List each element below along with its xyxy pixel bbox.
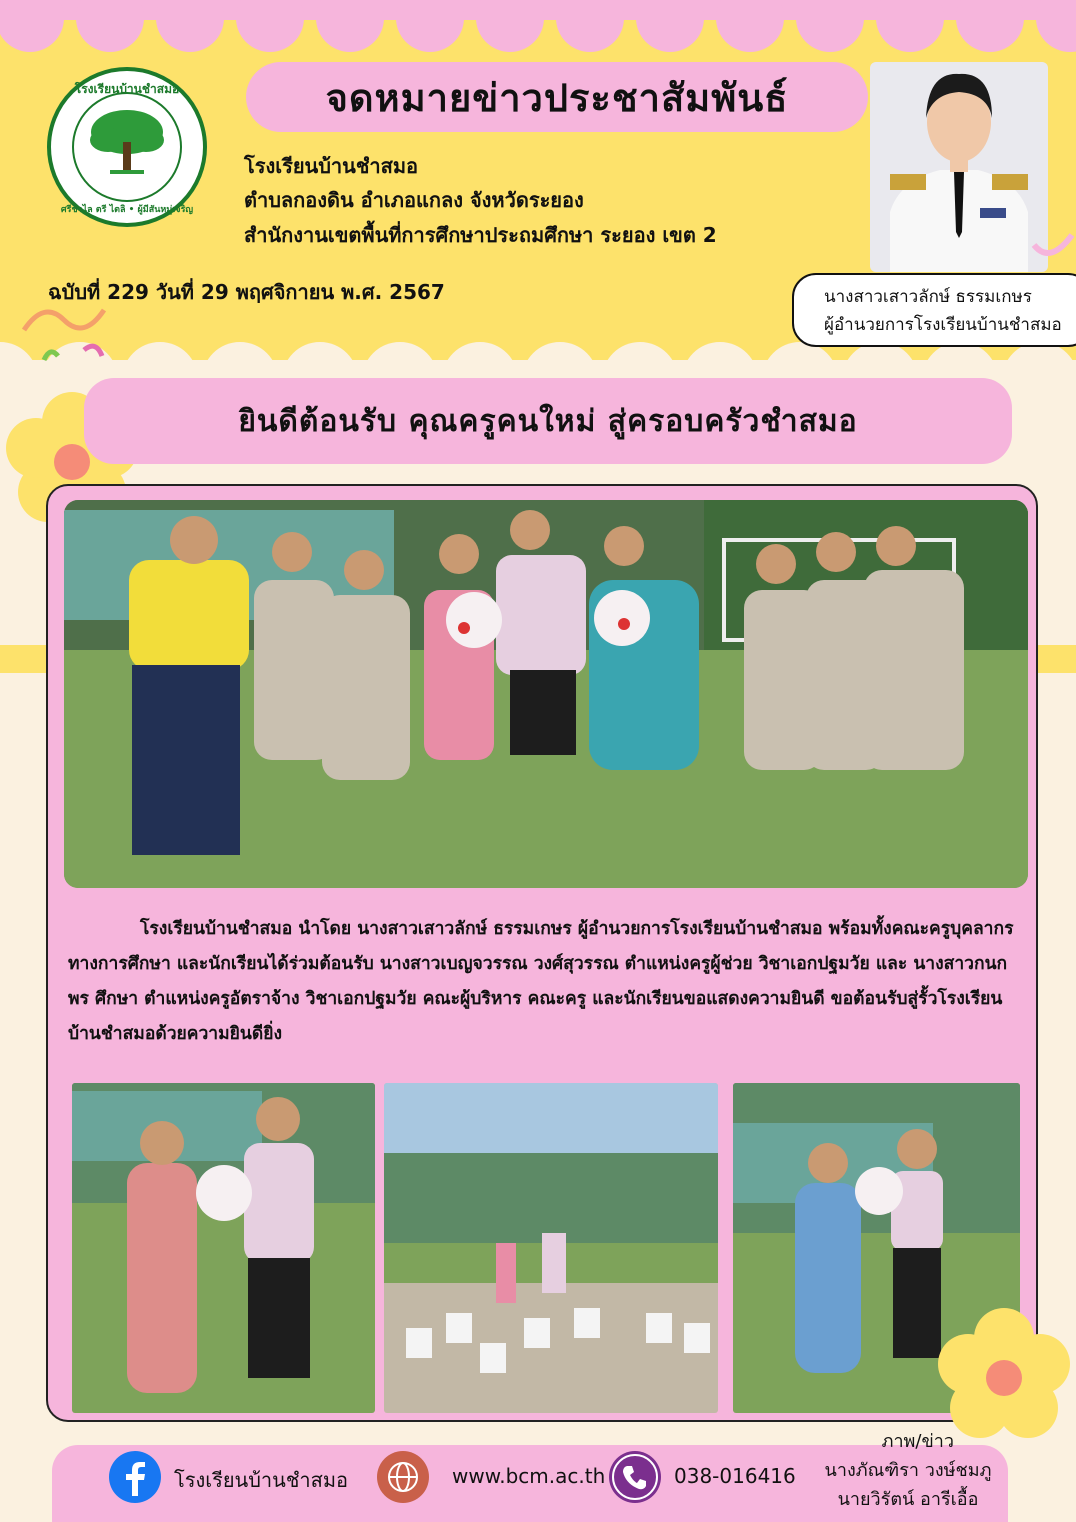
school-address: ตำบลกองดิน อำเภอแกลง จังหวัดระยอง — [244, 188, 584, 212]
ribbon-decoration — [1030, 215, 1076, 265]
director-caption — [792, 273, 1076, 347]
school-logo — [46, 66, 208, 228]
group-photo — [64, 500, 1028, 888]
photo-welcome-2 — [384, 1083, 718, 1413]
school-name: โรงเรียนบ้านชำสมอ — [244, 154, 419, 178]
facebook-icon[interactable] — [108, 1450, 162, 1504]
newsletter-title-pill — [246, 62, 868, 132]
logo-bottom-text: ศรีชวไล ตรี ไตลิ • ผู้มีสันหมู่เจริญ — [60, 205, 194, 215]
news-paragraph: โรงเรียนบ้านชำสมอ นำโดย นางสาวเสาวลักษ์ ธรรมเกษร ผู้อำนวยการโรงเรียนบ้านชำสมอ พร้อมทั้งคณะครูบุคลากรทางการศึกษา และนักเรียนได้ร่วมต้อนรับ นางสาวเบญจวรรณ วงศ์สุวรรณ ตำแหน่งครูผู้ช่วย วิชาเอกปฐมวัย และ นางสาวกนกพร ศึกษา ตำแหน่งครูอัตราจ้าง วิชาเอกปฐมวัย คณะผู้บริหาร คณะครู และนักเรียนขอแสดงความยินดี ขอต้อนรับสู่รั้วโรงเรียนบ้านชำสมอด้วยความยินดียิ่ง — [68, 919, 1014, 1044]
pink-scallop-border — [0, 0, 1076, 60]
issue-info: ฉบับที่ 229 วันที่ 29 พฤศจิกายน พ.ศ. 2567 — [48, 280, 445, 304]
logo-top-text: โรงเรียนบ้านชำสมอ — [74, 82, 180, 96]
director-name: นางสาวเสาวลักษ์ ธรรมเกษร — [824, 287, 1032, 307]
director-position: ผู้อำนวยการโรงเรียนบ้านชำสมอ — [824, 315, 1062, 335]
globe-icon[interactable] — [376, 1450, 430, 1504]
facebook-page-name[interactable]: โรงเรียนบ้านชำสมอ — [174, 1468, 349, 1492]
credit-name-2: นายวิรัตน์ อารีเอื้อ — [837, 1489, 979, 1510]
website-link[interactable]: www.bcm.ac.th — [452, 1464, 606, 1488]
credit-label: ภาพ/ข่าว — [881, 1431, 954, 1452]
credit-name-1: นางภัณฑิรา วงษ์ชมภู — [824, 1460, 992, 1481]
director-portrait — [870, 62, 1048, 272]
headline-pill — [84, 378, 1012, 464]
confetti-decoration — [14, 290, 114, 380]
news-body — [68, 912, 1028, 1052]
education-office: สำนักงานเขตพื้นที่การศึกษาประถมศึกษา ระยอง เขต 2 — [244, 223, 717, 247]
newsletter-title: จดหมายข่าวประชาสัมพันธ์ — [325, 75, 789, 120]
photo-welcome-1 — [72, 1083, 375, 1413]
phone-number[interactable]: 038-016416 — [674, 1464, 796, 1488]
photo-news-credit — [808, 1427, 1008, 1514]
headline: ยินดีต้อนรับ คุณครูคนใหม่ สู่ครอบครัวชำสมอ — [238, 403, 858, 439]
phone-icon[interactable] — [608, 1450, 662, 1504]
flower-decoration-bottom — [934, 1306, 1074, 1446]
